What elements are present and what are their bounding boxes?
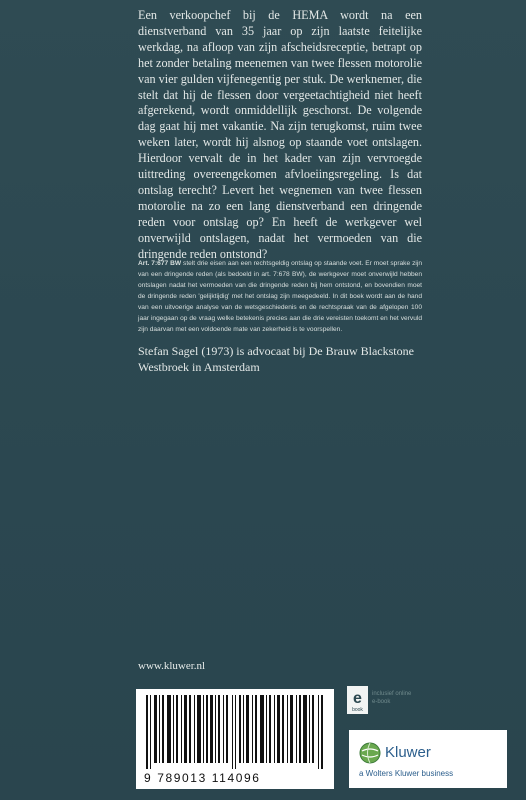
- barcode-bars: [144, 695, 326, 769]
- details-text: stelt drie eisen aan een rechtsgeldig ontslag op staande voet. Er moet sprake zijn van een dringende reden (als bedoeld in art. 7:678 BW), de werkgever moet onverwijld hebben ontslagen nadat het vermoeden van die dringende reden bij hem ontstond, en bovendien moet de dringende reden 'gelijktijdig' met het ontslag zijn meegedeeld. In dit boek wordt aan de hand van een uitvoerige analyse van de wetsgeschiedenis en de rechtspraak van de afgelopen 100 jaar ingegaan op de vraag welke betekenis precies aan die drie vereisten toekomt en het vervuld zijn daarvan met een voldoende mate van zekerheid is te voorspellen.: [138, 260, 422, 333]
- ebook-icon: [347, 686, 368, 714]
- publisher-website[interactable]: www.kluwer.nl: [138, 660, 206, 672]
- ebook-badge-line-1: inclusief online: [372, 691, 412, 697]
- publisher-logo-box: [349, 730, 507, 788]
- ebook-icon-letter: e: [353, 690, 362, 707]
- publisher-name: Kluwer: [385, 744, 431, 761]
- barcode: [136, 689, 334, 789]
- ebook-badge: [372, 690, 411, 706]
- author-line-1: Stefan Sagel (1973) is advocaat bij De Brauw Blackstone: [138, 344, 414, 358]
- details-paragraph: [138, 258, 422, 335]
- kluwer-globe-icon: [359, 742, 381, 764]
- ebook-badge-line-2: e-book: [372, 699, 391, 705]
- publisher-tagline: a Wolters Kluwer business: [359, 769, 454, 778]
- author-bio: [138, 343, 428, 375]
- author-line-2: Westbroek in Amsterdam: [138, 360, 260, 374]
- law-reference: Art. 7:677 BW: [138, 260, 182, 267]
- intro-paragraph: Een verkoopchef bij de HEMA wordt na een dienstverband van 35 jaar op zijn laatste feitelijke werkdag, na afloop van zijn afscheidsreceptie, betrapt op het zonder betaling meenemen van twee flessen motorolie van vier gulden vijfenegentig per stuk. De werknemer, die stelt dat hij de flessen door vergeetachtigheid niet heeft afgerekend, wordt onmiddellijk geschorst. De volgende dag gaat hij met vakantie. Na zijn terugkomst, ruim twee weken later, wordt hij alsnog op staande voet ontslagen. Hierdoor vervalt de in het kader van zijn vervroegde uittreding overeengekomen afvloeiingsregeling. Is dat ontslag terecht? Levert het wegnemen van twee flessen motorolie na zo een lang dienstverband een dringende reden voor ontslag op? En heeft de werkgever wel onverwijld ontslagen, nadat het vermoeden van die dringende reden ontstond?: [138, 8, 422, 261]
- isbn-number: 9 789013 114096: [144, 771, 261, 785]
- ebook-icon-label: book: [352, 707, 363, 713]
